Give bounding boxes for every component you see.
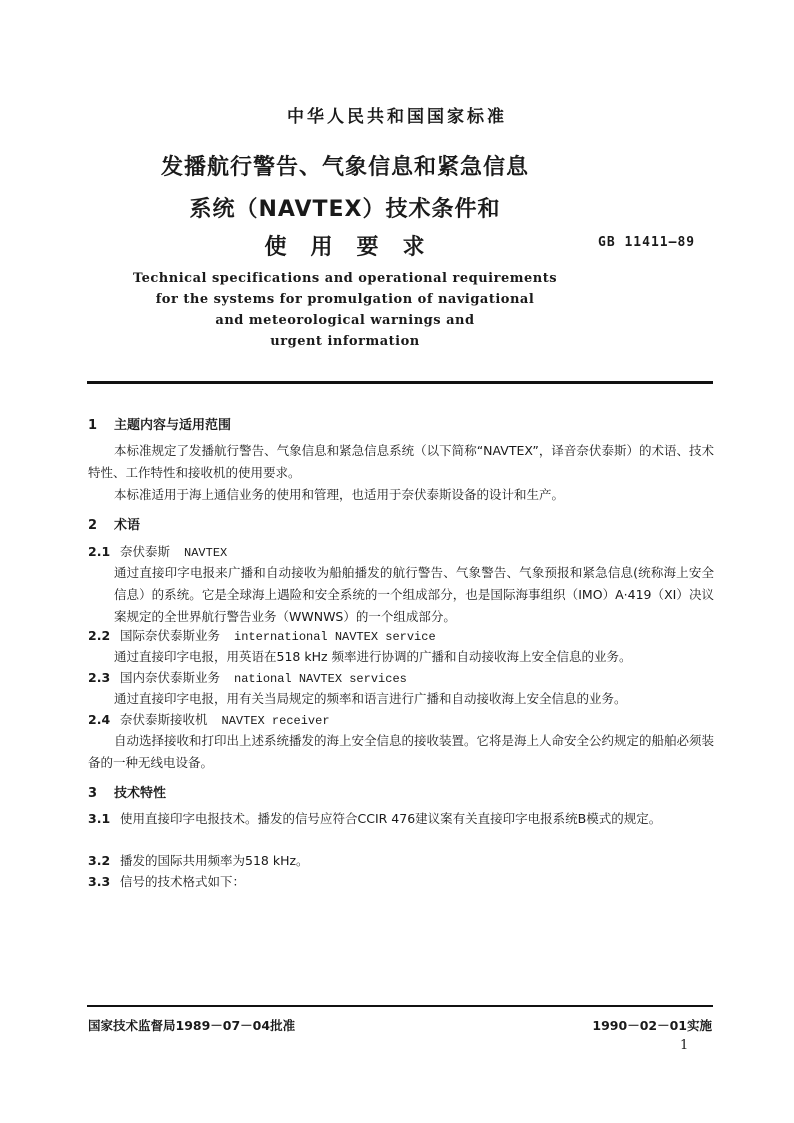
term-2-4-definition: 自动选择接收和打印出上述系统播发的海上安全信息的接收装置。它将是海上人命安全公约规定的船舶必须装备的一种无线电设备。 (88, 733, 715, 770)
term-2-4 (88, 709, 330, 732)
clause-3-1 (88, 808, 714, 830)
term-2-2 (88, 625, 436, 648)
cn-title-line-1: 发播航行警告、气象信息和紧急信息 (160, 155, 529, 180)
en-title-line-2: for the systems for promulgation of navigational (155, 292, 535, 307)
term-cn: 奈伏泰斯 (120, 544, 171, 559)
cn-title-line-2: 系统（NAVTEX）技术条件和 (189, 197, 501, 222)
standard-code: GB 11411—89 (598, 235, 696, 250)
section-title: 技术特性 (114, 786, 167, 801)
page-number: 1 (680, 1038, 689, 1053)
term-2-3-definition: 通过直接印字电报，用有关当局规定的频率和语言进行广播和自动接收海上安全信息的业务。 (114, 691, 627, 706)
en-title-line-4: urgent information (270, 334, 420, 349)
term-number: 2.4 (88, 712, 111, 727)
clause-text: 使用直接印字电报技术。播发的信号应符合CCIR 476建议案有关直接印字电报系统B模式的规定。 (120, 811, 662, 826)
section-3-heading (88, 782, 166, 801)
term-2-1-definition: 通过直接印字电报来广播和自动接收为船舶播发的航行警告、气象警告、气象预报和紧急信息(统称海上安全信息）的系统。它是全球海上遇险和安全系统的一个组成部分，也是国际海事组织（IMO）A·419（XI）决议案规定的全世界航行警告业务（WWNWS）的一个组成部分。 (114, 565, 714, 624)
section-title: 主题内容与适用范围 (114, 418, 232, 433)
section-2-heading (88, 514, 140, 533)
term-en: NAVTEX (184, 546, 228, 560)
term-2-3 (88, 667, 407, 690)
clause-3-3 (88, 871, 245, 893)
term-en: national NAVTEX services (234, 672, 407, 686)
footer-divider (87, 1005, 713, 1007)
clause-number: 3.2 (88, 853, 111, 868)
clause-text: 播发的国际共用频率为518 kHz。 (120, 853, 309, 868)
approval-date: 国家技术监督局1989－07－04批准 (88, 1018, 296, 1033)
term-number: 2.1 (88, 544, 111, 559)
section-number: 3 (88, 786, 98, 801)
term-en: international NAVTEX service (234, 630, 436, 644)
effective-date: 1990－02－01实施 (592, 1018, 712, 1033)
standard-header: 中华人民共和国国家标准 (287, 107, 507, 127)
section-number: 2 (88, 518, 98, 533)
title-divider (87, 381, 713, 384)
section-number: 1 (88, 418, 98, 433)
term-cn: 奈伏泰斯接收机 (120, 712, 208, 727)
clause-number: 3.1 (88, 811, 111, 826)
term-2-1 (88, 541, 227, 564)
section-1-paragraph-1: 本标准规定了发播航行警告、气象信息和紧急信息系统（以下简称“NAVTEX”，译音奈伏泰斯）的术语、技术特性、工作特性和接收机的使用要求。 (88, 443, 714, 480)
section-1-heading (88, 414, 231, 433)
en-title-line-3: and meteorological warnings and (215, 313, 475, 328)
en-title (120, 268, 570, 352)
cn-title-line-3: 使 用 要 求 (264, 235, 426, 260)
term-number: 2.2 (88, 628, 111, 643)
clause-number: 3.3 (88, 874, 111, 889)
en-title-line-1: Technical specifications and operational requirements (132, 271, 558, 286)
term-2-2-definition: 通过直接印字电报，用英语在518 kHz 频率进行协调的广播和自动接收海上安全信息的业务。 (114, 649, 632, 664)
term-cn: 国际奈伏泰斯业务 (120, 628, 221, 643)
term-number: 2.3 (88, 670, 111, 685)
term-cn: 国内奈伏泰斯业务 (120, 670, 221, 685)
clause-text: 信号的技术格式如下： (120, 874, 246, 889)
section-title: 术语 (114, 518, 141, 533)
term-en: NAVTEX receiver (221, 714, 330, 728)
section-1-paragraph-2: 本标准适用于海上通信业务的使用和管理，也适用于奈伏泰斯设备的设计和生产。 (114, 487, 565, 502)
clause-3-2 (88, 850, 309, 872)
